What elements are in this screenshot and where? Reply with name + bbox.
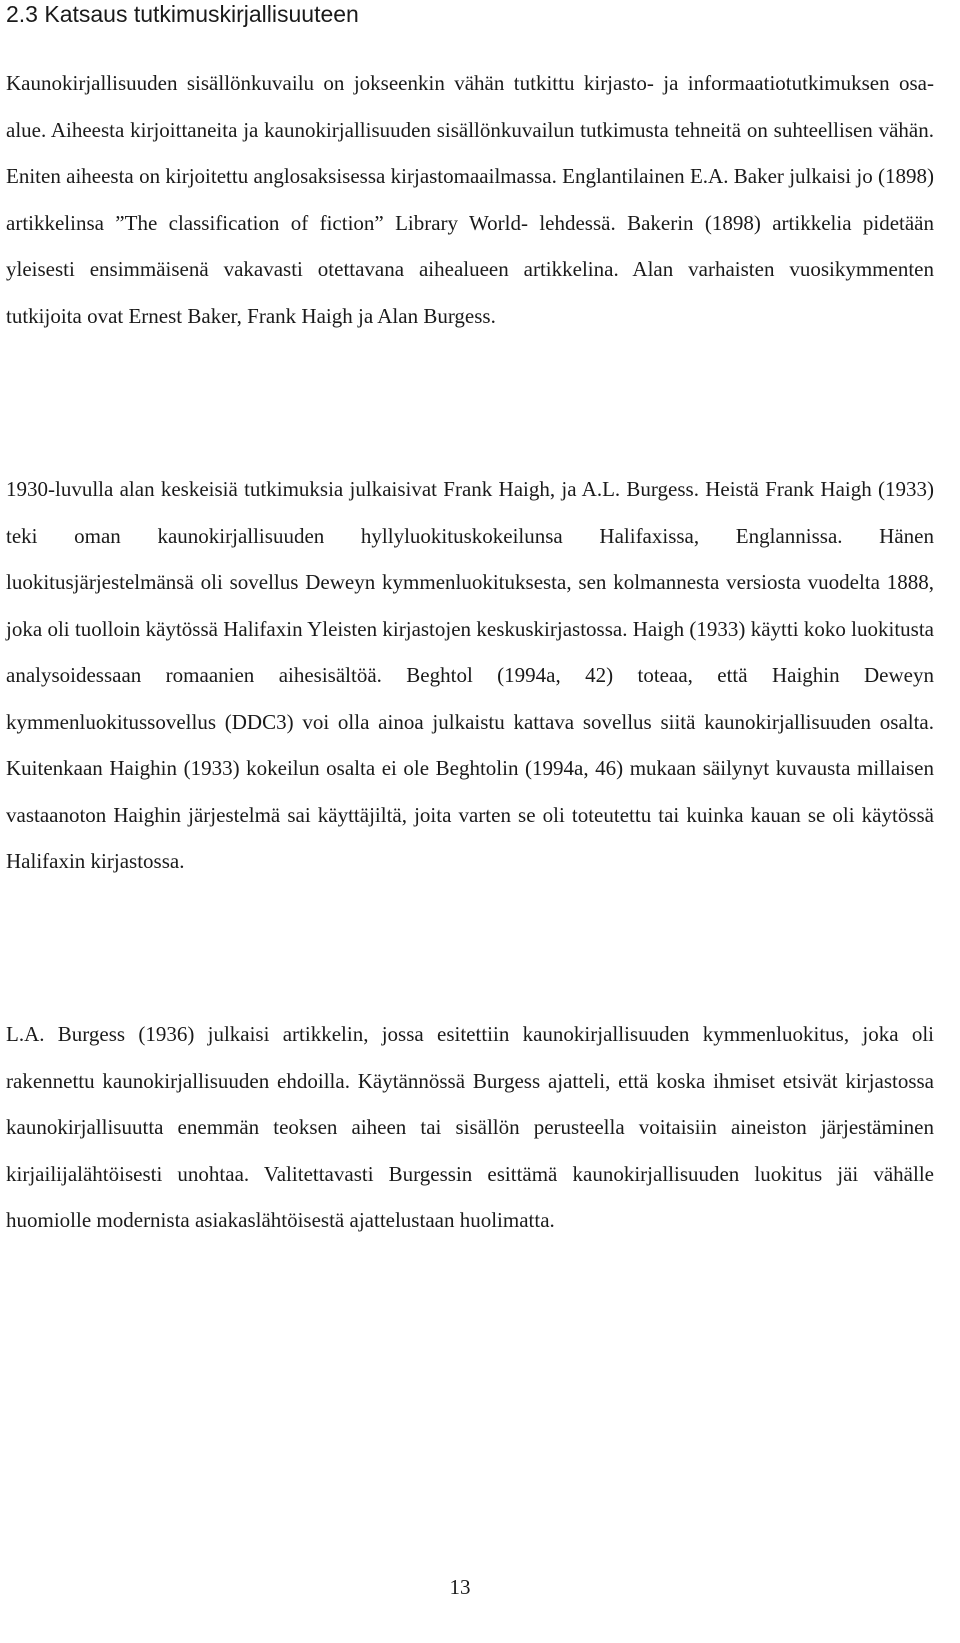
page-number: 13 [449,1575,471,1599]
paragraph-literature-overview: Kaunokirjallisuuden sisällönkuvailu on jokseenkin vähän tutkittu kirjasto- ja informaatiotutkimuksen osa-alue. Aiheesta kirjoittaneita ja kaunokirjallisuuden sisällönkuvailun tutkimusta tehneitä on suhteellisen vähän. Eniten aiheesta on kirjoitettu anglosaksisessa kirjastomaailmassa. Englantilainen E.A. Baker julkaisi jo (1898) artikkelinsa ”The classification of fiction” Library World- lehdessä. Bakerin (1898) artikkelia pidetään yleisesti ensimmäisenä vakavasti otettavana aihealueen artikkelina. Alan varhaisten vuosikymmenten tutkijoita ovat Ernest Baker, Frank Haigh ja Alan Burgess. [6,71,934,328]
paragraph-burgess: L.A. Burgess (1936) julkaisi artikkelin, jossa esitettiin kaunokirjallisuuden kymmenluokitus, joka oli rakennettu kaunokirjallisuuden ehdoilla. Käytännössä Burgess ajatteli, että koska ihmiset etsivät kirjastossa kaunokirjallisuutta enemmän teoksen aiheen tai sisällön perusteella voitaisiin aineiston järjestäminen kirjailijalähtöisesti unohtaa. Valitettavasti Burgessin esittämä kaunokirjallisuuden luokitus jäi vähälle huomiolle modernista asiakaslähtöisestä ajattelustaan huolimatta. [6,1022,934,1232]
paragraph-haigh-1930s: 1930-luvulla alan keskeisiä tutkimuksia julkaisivat Frank Haigh, ja A.L. Burgess. Heistä Frank Haigh (1933) teki oman kaunokirjallisuuden hyllyluokituskokeilunsa Halifaxissa, Englannissa. Hänen luokitusjärjestelmänsä oli sovellus Deweyn kymmenluokituksesta, sen kolmannesta versiosta vuodelta 1888, joka oli tuolloin käytössä Halifaxin Yleisten kirjastojen keskuskirjastossa. Haigh (1933) käytti koko luokitusta analysoidessaan romaanien aihesisältöä. Beghtol (1994a, 42) toteaa, että Haighin Deweyn kymmenluokitussovellus (DDC3) voi olla ainoa julkaistu kattava sovellus siitä kaunokirjallisuuden osalta. Kuitenkaan Haighin (1933) kokeilun osalta ei ole Beghtolin (1994a, 46) mukaan säilynyt kuvausta millaisen vastaanoton Haighin järjestelmä sai käyttäjiltä, joita varten se oli toteutettu tai kuinka kauan se oli käytössä Halifaxin kirjastossa. [6,477,934,873]
section-heading: 2.3 Katsaus tutkimuskirjallisuuteen [6,1,359,27]
